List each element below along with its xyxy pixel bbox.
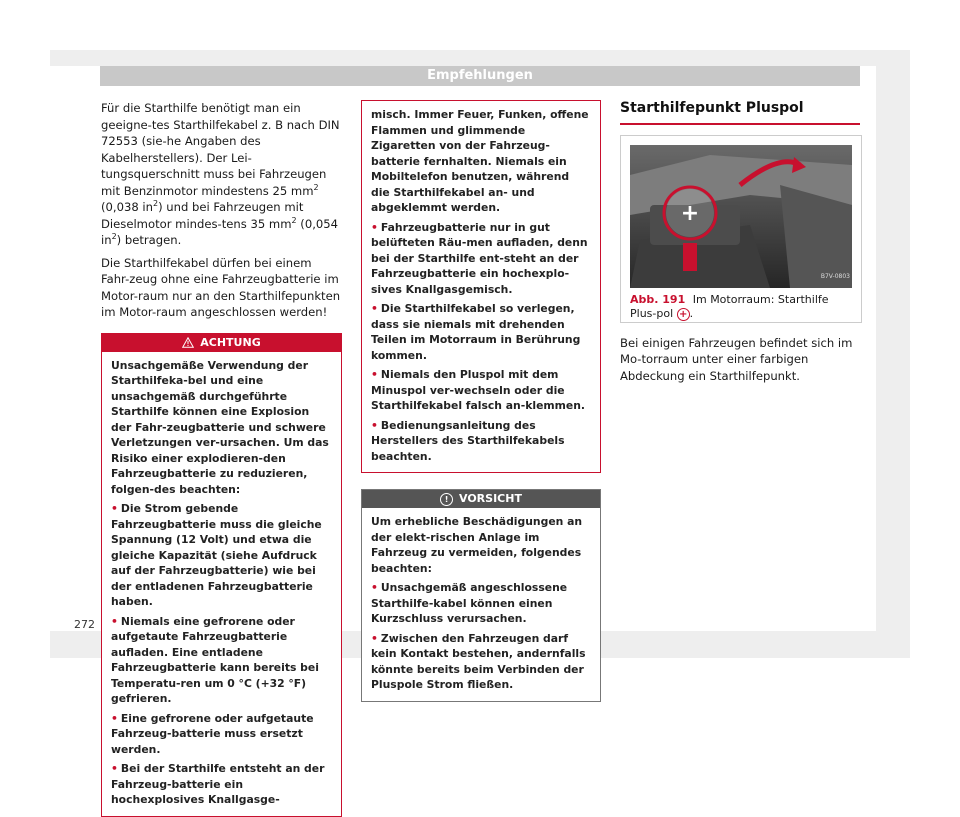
- caption-label: Abb. 191: [630, 292, 686, 306]
- warning-item: • Bedienungsanleitung des Herstellers des Starthilfekabels beachten.: [371, 418, 565, 463]
- info-icon: !: [440, 493, 453, 506]
- body-paragraph: Bei einigen Fahrzeugen befindet sich im Mo-torraum unter einer farbigen Abdeckung ein Starthilfepunkt.: [620, 335, 853, 383]
- warning-item: • Eine gefrorene oder aufgetaute Fahrzeug-batterie muss ersetzt werden.: [111, 711, 314, 756]
- caution-box: [361, 489, 601, 702]
- warning-box: [101, 333, 342, 817]
- svg-text:+: +: [680, 200, 700, 226]
- plus-pole-symbol: +: [677, 308, 690, 321]
- engine-bay-illustration: [630, 145, 852, 288]
- warning-item: • Niemals den Pluspol mit dem Minuspol ver-wechseln oder die Starthilfekabel falsch an-klemmen.: [371, 368, 586, 412]
- warning-item: • Die Starthilfekabel so verlegen, dass sie niemals mit drehenden Teilen im Motorraum in Berührung kommen.: [371, 302, 581, 362]
- caution-intro: Um erhebliche Beschädigungen an der elekt-rischen Anlage im Fahrzeug zu vermeiden, folgendes beachten:: [371, 515, 583, 575]
- intro-paragraph: Für die Starthilfe benötigt man ein geeigne-tes Starthilfekabel z. B nach DIN 72553 (sie-he Angaben des Kabelherstellers). Der Lei-tungsquerschnitt muss bei Fahrzeugen mit Benzinmotor mindestens 25 $mm^2$ (0,038 $in^2$) und bei Fahrzeugen mit Dieselmotor mindes-tens 35 $mm^2$ (0,054 $in^2$) betragen.: [101, 101, 340, 247]
- warning-header: [102, 334, 341, 352]
- warning-item: • Fahrzeugbatterie nur in gut belüfteten Räu-men aufladen, denn bei der Starthilfe ent-steht an der Fahrzeugbatterie ein hochexplo-sives Knallgasgemisch.: [371, 220, 588, 296]
- warning-item: • Die Strom gebende Fahrzeugbatterie muss die gleiche Spannung (12 Volt) und etwa die gleiche Kapazität (siehe Aufdruck auf der Fahrzeugbatterie) wie bei der entladenen Fahrzeugbatterie haben.: [111, 502, 322, 608]
- warning-box-continued: [361, 100, 601, 473]
- caption-text: Im Motorraum: Starthilfe Plus-pol: [630, 292, 829, 320]
- warning-item: • Niemals eine gefrorene oder aufgetaute Fahrzeugbatterie aufladen. Eine entladene Fahrzeugbatterie kann bereits bei Temperatu-ren um 0 °C (+32 °F) gefrieren.: [111, 614, 319, 705]
- warning-body: [102, 352, 341, 816]
- warning-body-continued: [362, 101, 600, 472]
- section-title: Starthilfepunkt Pluspol: [620, 100, 860, 125]
- warning-title: ACHTUNG: [200, 335, 261, 349]
- caution-item: • Unsachgemäß angeschlossene Starthilfe-kabel können einen Kurzschluss verursachen.: [371, 581, 568, 625]
- caution-item: • Zwischen den Fahrzeugen darf kein Kontakt bestehen, andernfalls könnte bereits beim Verbinden der Pluspole Strom fließen.: [371, 631, 586, 691]
- page-number: 272: [74, 618, 95, 631]
- column-left: [101, 100, 342, 817]
- warning-item: • Bei der Starthilfe entsteht an der Fahrzeug-batterie ein hochexplosives Knallgasge-: [111, 762, 325, 806]
- caution-header: [362, 490, 600, 508]
- caution-title: VORSICHT: [459, 492, 522, 505]
- column-right: [620, 100, 860, 390]
- warning-continued-text: misch. Immer Feuer, Funken, offene Flammen und glimmende Zigaretten von der Fahrzeug-batterie fernhalten. Niemals ein Mobiltelefon benutzen, während die Starthilfekabel an- und abgeklemmt werden.: [371, 108, 589, 214]
- engine-bay-image: [630, 145, 852, 288]
- figure-code: B7V-0803: [820, 273, 850, 280]
- warning-intro: Unsachgemäße Verwendung der Starthilfeka-bel und eine unsachgemäß durchgeführte Starthilfe können eine Explosion der Fahr-zeugbatterie und schwere Verletzungen ver-ursachen. Um das Risiko einer explodieren-den Fahrzeugbatterie zu reduzieren, folgen-des beachten:: [111, 358, 329, 496]
- column-middle: [361, 100, 601, 702]
- warning-triangle-icon: [182, 337, 194, 348]
- connection-paragraph: Die Starthilfekabel dürfen bei einem Fahr-zeug ohne eine Fahrzeugbatterie im Motor-raum nur an den Starthilfepunkten im Motor-raum angeschlossen werden!: [101, 255, 341, 319]
- caution-body: [362, 508, 600, 701]
- page-header: Empfehlungen: [100, 66, 860, 86]
- figure-191: [620, 135, 862, 323]
- figure-caption: Abb. 191 Im Motorraum: Starthilfe Plus-pol + .: [630, 292, 829, 320]
